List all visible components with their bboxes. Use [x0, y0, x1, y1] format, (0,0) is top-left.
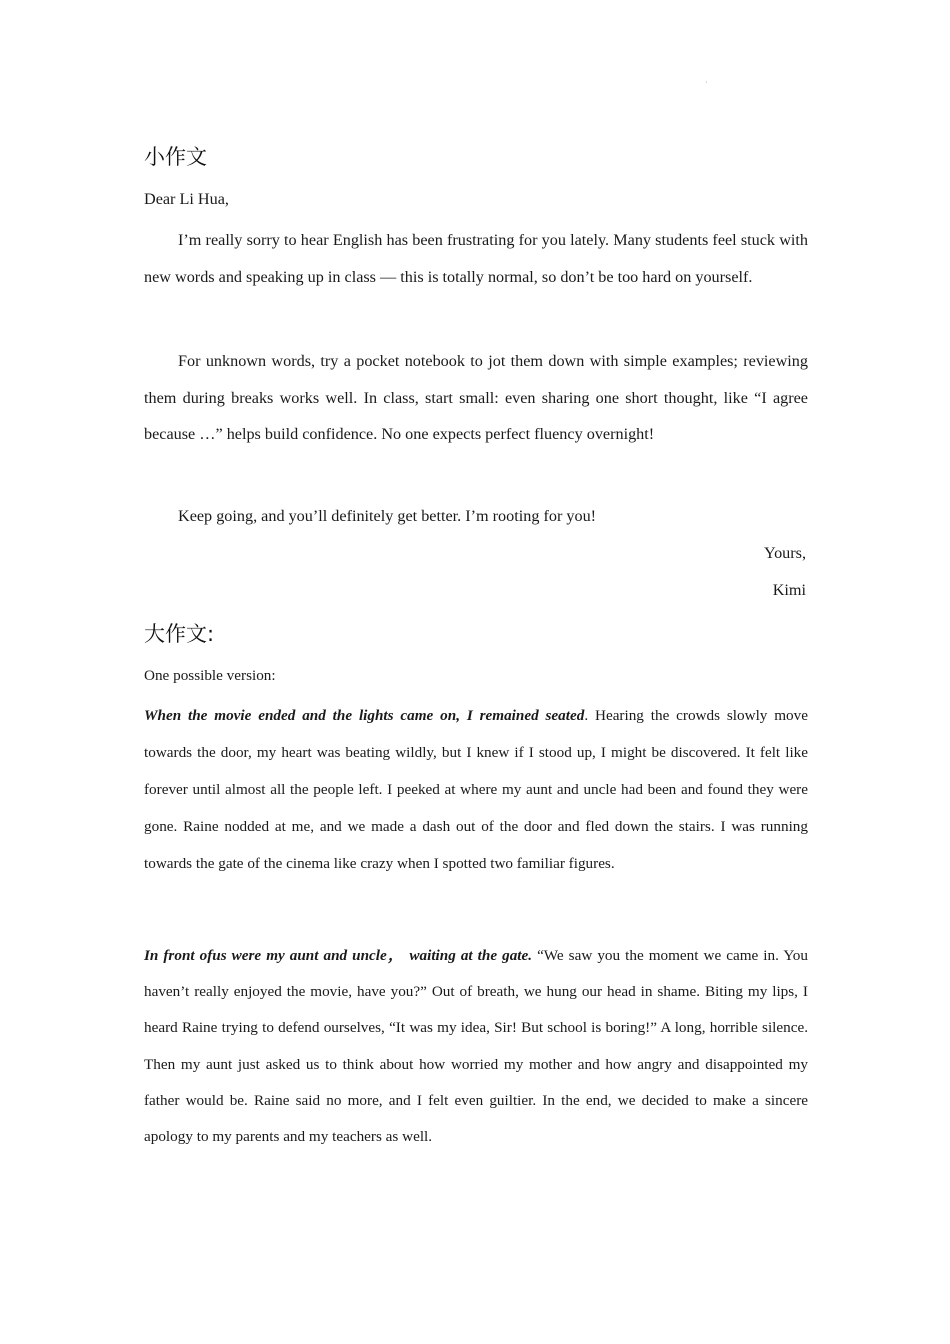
essay-paragraph-2-body: “We saw you the moment we came in. You haven’t really enjoyed the movie, have you?” Out of breath, we hung our head in shame. Biting my lips, I heard Raine trying to defend ourselves, “It was my idea, Sir! But school is boring!” A long, horrible silence. Then my aunt just asked us to think about how worried my mother and how angry and disappointed my father would be. Raine said no more, and I felt even guiltier. In the end, we decided to make a sincere apology to my parents and my teachers as well.: [144, 947, 808, 1146]
heading-long-essay: 大作文:: [144, 622, 215, 646]
heading-short-essay: 小作文: [144, 145, 207, 169]
essay-intro: One possible version:: [144, 667, 276, 684]
letter-closing: Yours,: [764, 544, 806, 562]
letter-signature: Kimi: [772, 581, 806, 599]
essay-paragraph-2: [144, 938, 808, 1155]
letter-paragraph-3: Keep going, and you’ll definitely get better. I’m rooting for you!: [178, 507, 597, 525]
essay-paragraph-2-lead: In front ofus were my aunt and uncle， waiting at the gate.: [144, 947, 533, 964]
essay-paragraph-1: [144, 697, 808, 882]
letter-greeting: Dear Li Hua,: [144, 190, 229, 208]
page-mark: ·: [705, 78, 708, 87]
letter-paragraph-1: I’m really sorry to hear English has been frustrating for you lately. Many students feel stuck with new words and speaking up in class — this is totally normal, so don’t be too hard on yourself.: [144, 231, 808, 286]
essay-paragraph-1-body: . Hearing the crowds slowly move towards the door, my heart was beating wildly, but I knew if I stood up, I might be discovered. It felt like forever until almost all the people left. I peeked at where my aunt and uncle had been and found they were gone. Raine nodded at me, and we made a dash out of the door and fled down the stairs. I was running towards the gate of the cinema like crazy when I spotted two familiar figures.: [144, 707, 808, 872]
letter-paragraph-2: For unknown words, try a pocket notebook to jot them down with simple examples; reviewing them during breaks works well. In class, start small: even sharing one short thought, like “I agree because …” helps build confidence. No one expects perfect fluency overnight!: [144, 352, 808, 443]
essay-paragraph-1-lead: When the movie ended and the lights came on, I remained seated: [144, 707, 585, 724]
